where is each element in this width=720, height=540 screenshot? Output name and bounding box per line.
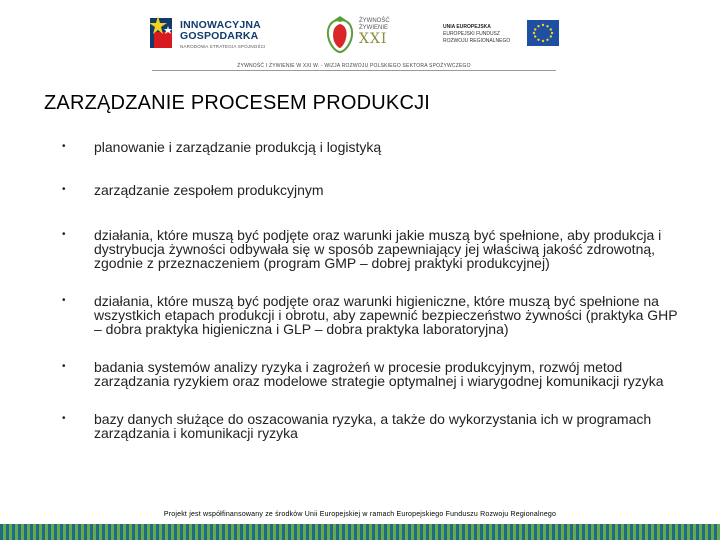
ig-line1: INNOWACYJNA bbox=[180, 19, 261, 31]
eu-regional-fund-logo bbox=[443, 20, 563, 52]
header-divider bbox=[152, 70, 556, 71]
bullet-marker: • bbox=[62, 295, 66, 306]
bullet-item bbox=[62, 294, 682, 336]
bullet-text: działania, które muszą być podjęte oraz warunki jakie muszą być spełnione, aby produkcja i dystrybucja żywności odbywała się w sposób zapewniający jej właściwą jakość zdrowotną, zgodnie z przeznaczeniem (program GMP – dobrej praktyki produkcyjnej) bbox=[94, 227, 662, 271]
eu-flag-icon bbox=[527, 20, 559, 46]
bullet-item bbox=[62, 360, 682, 388]
header-logo-bar bbox=[0, 0, 720, 75]
zywnosc-zywienie-logo bbox=[323, 14, 393, 54]
bullet-list bbox=[62, 140, 682, 440]
bullet-text: planowanie i zarządzanie produkcją i logistyką bbox=[94, 139, 382, 155]
bullet-item bbox=[62, 183, 682, 197]
innowacyjna-gospodarka-logo bbox=[148, 14, 268, 56]
ig-subtitle: NARODOWA STRATEGIA SPÓJNOŚCI bbox=[180, 44, 266, 49]
bullet-item bbox=[62, 228, 682, 270]
bullet-text: zarządzanie zespołem produkcyjnym bbox=[94, 182, 324, 198]
footer-note: Projekt jest współfinansowany ze środków Unii Europejskiej w ramach Europejskiego Funduszu Rozwoju Regionalnego bbox=[163, 511, 557, 518]
ig-star-icon bbox=[148, 14, 176, 52]
bullet-marker: • bbox=[62, 413, 66, 424]
bullet-item bbox=[62, 140, 682, 154]
bullet-item bbox=[62, 412, 682, 440]
bullet-marker: • bbox=[62, 229, 66, 240]
bullet-marker: • bbox=[62, 361, 66, 372]
ue-line2: EUROPEJSKI FUNDUSZ bbox=[443, 31, 500, 37]
zz-xxi: XXI bbox=[359, 31, 388, 47]
header-caption: ŻYWNOŚĆ I ŻYWIENIE W XXI W. - WIZJA ROZWOJU POLSKIEGO SEKTORA SPOŻYWCZEGO bbox=[237, 63, 471, 69]
bullet-text: bazy danych służące do oszacowania ryzyka, a także do wykorzystania ich w programach zarządzania i komunikacji ryzyka bbox=[94, 411, 652, 441]
ig-line2: GOSPODARKA bbox=[180, 30, 259, 42]
ue-line1: UNIA EUROPEJSKA bbox=[443, 24, 491, 30]
page-title: ZARZĄDZANIE PROCESEM PRODUKCJI bbox=[44, 92, 431, 114]
bullet-marker: • bbox=[62, 141, 66, 152]
bullet-text: działania, które muszą być podjęte oraz warunki higieniczne, które muszą być spełnione na wszystkich etapach produkcji i obrotu, aby zapewnić bezpieczeństwo żywności (praktyka GHP – dobra praktyka higieniczna i GLP – dobra praktyka laboratoryjna) bbox=[94, 293, 678, 337]
footer-bar bbox=[0, 524, 720, 540]
strawberry-icon bbox=[323, 14, 357, 54]
zz-line1: ŻYWNOŚĆ bbox=[359, 18, 390, 24]
bullet-text: badania systemów analizy ryzyka i zagrożeń w procesie produkcyjnym, rozwój metod zarządzania ryzykiem oraz modelowe strategie optymalnej i wiarygodnej komunikacji ryzyka bbox=[94, 359, 664, 389]
ue-line3: ROZWOJU REGIONALNEGO bbox=[443, 38, 511, 44]
bullet-marker: • bbox=[62, 184, 66, 195]
zz-line2: ŻYWIENIE bbox=[359, 25, 389, 31]
